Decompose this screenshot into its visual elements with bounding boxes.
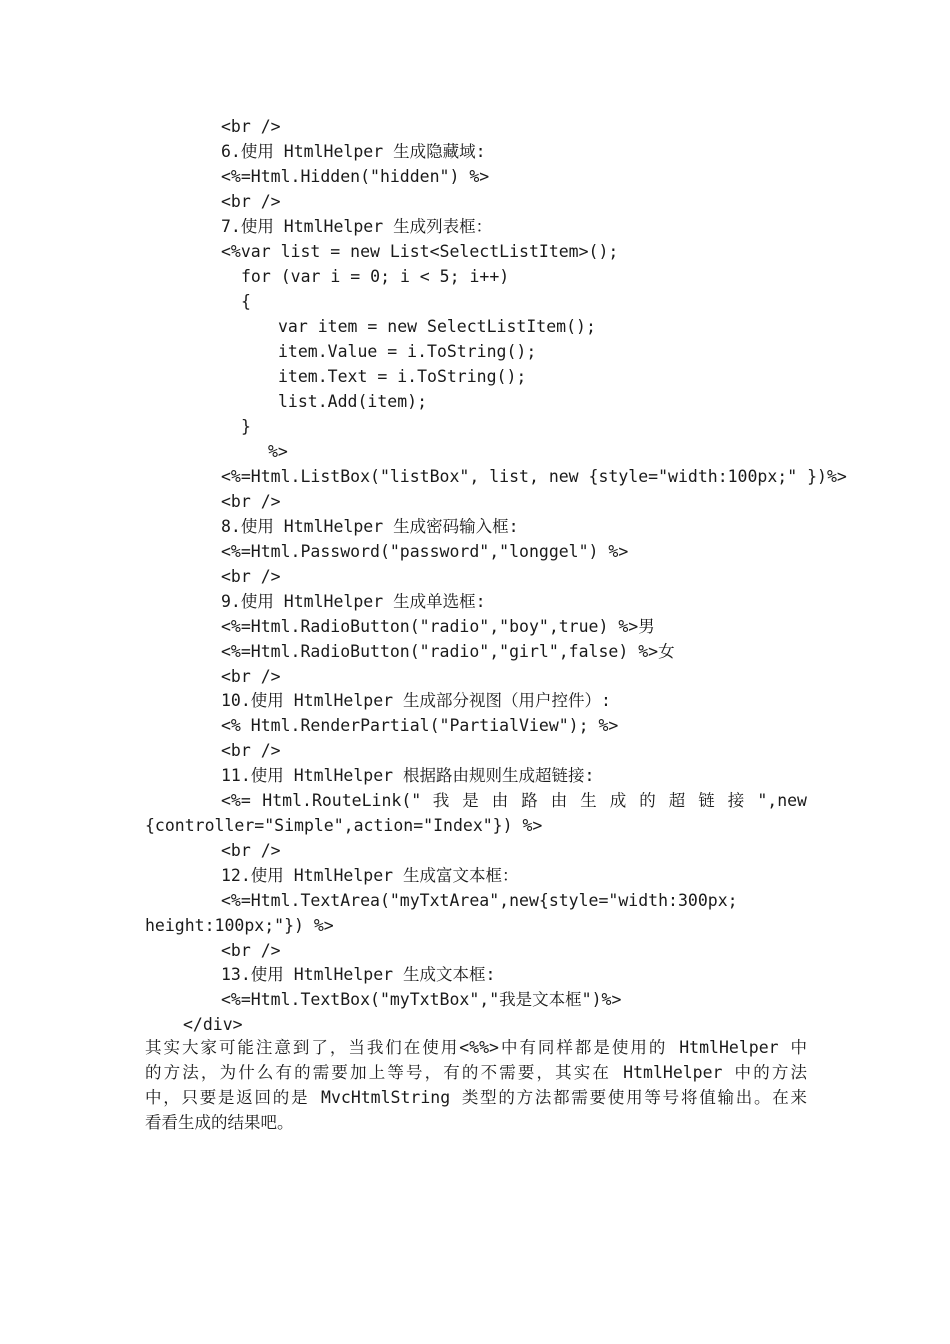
code-line: {: [241, 292, 251, 311]
code-line: <br />: [221, 941, 281, 960]
code-line: <br />: [221, 841, 281, 860]
code-line: for (var i = 0; i < 5; i++): [241, 267, 510, 286]
code-line: item.Value = i.ToString();: [278, 342, 537, 361]
code-line: <%var list = new List<SelectListItem>();: [221, 242, 619, 261]
code-line: <%=Html.RadioButton("radio","girl",false) %>女: [221, 642, 675, 661]
paragraph-line: 中，只要是返回的是 MvcHtmlString 类型的方法都需要使用等号将值输出。在来: [145, 1088, 807, 1107]
code-line: 13.使用 HtmlHelper 生成文本框:: [221, 965, 496, 984]
code-line: item.Text = i.ToString();: [278, 367, 527, 386]
explanation-paragraph: [145, 1035, 807, 1135]
code-line: <%=Html.RadioButton("radio","boy",true) %>男: [221, 617, 655, 636]
code-line: 7.使用 HtmlHelper 生成列表框：: [221, 217, 493, 236]
code-line: </div>: [183, 1015, 243, 1034]
code-line: <br />: [221, 192, 281, 211]
code-line: height:100px;"}) %>: [145, 916, 334, 935]
code-line: 10.使用 HtmlHelper 生成部分视图（用户控件）:: [221, 691, 611, 710]
code-line: 12.使用 HtmlHelper 生成富文本框：: [221, 866, 519, 885]
code-line: 11.使用 HtmlHelper 根据路由规则生成超链接:: [221, 766, 595, 785]
code-line: <br />: [221, 667, 281, 686]
code-line: <br />: [221, 741, 281, 760]
code-line: <%=Html.TextBox("myTxtBox","我是文本框")%>: [221, 990, 622, 1009]
code-line: {controller="Simple",action="Index"}) %>: [145, 816, 543, 835]
code-line: 6.使用 HtmlHelper 生成隐藏域:: [221, 142, 486, 161]
code-line: list.Add(item);: [278, 392, 428, 411]
code-line: <%=Html.TextArea("myTxtArea",new{style="width:300px;: [221, 891, 738, 910]
code-line: %>: [268, 442, 288, 461]
paragraph-line: 的方法，为什么有的需要加上等号，有的不需要，其实在 HtmlHelper 中的方法: [145, 1063, 807, 1082]
paragraph-line: 看看生成的结果吧。: [145, 1113, 294, 1132]
code-line: 8.使用 HtmlHelper 生成密码输入框:: [221, 517, 519, 536]
code-line-justified: <%= Html.RouteLink(" 我 是 由 路 由 生 成 的 超 链 接 ",new: [221, 791, 807, 810]
code-line: }: [241, 417, 251, 436]
code-line: <%=Html.ListBox("listBox", list, new {style="width:100px;" })%>: [221, 467, 847, 486]
code-line: 9.使用 HtmlHelper 生成单选框:: [221, 592, 486, 611]
paragraph-line: 其实大家可能注意到了，当我们在使用<%%>中有同样都是使用的 HtmlHelper 中: [145, 1038, 807, 1057]
code-line: <% Html.RenderPartial("PartialView"); %>: [221, 716, 619, 735]
code-line: <br />: [221, 492, 281, 511]
code-line: <%=Html.Hidden("hidden") %>: [221, 167, 490, 186]
code-line: <br />: [221, 117, 281, 136]
code-line: var item = new SelectListItem();: [278, 317, 596, 336]
code-line: <br />: [221, 567, 281, 586]
code-line: <%=Html.Password("password","longgel") %>: [221, 542, 629, 561]
